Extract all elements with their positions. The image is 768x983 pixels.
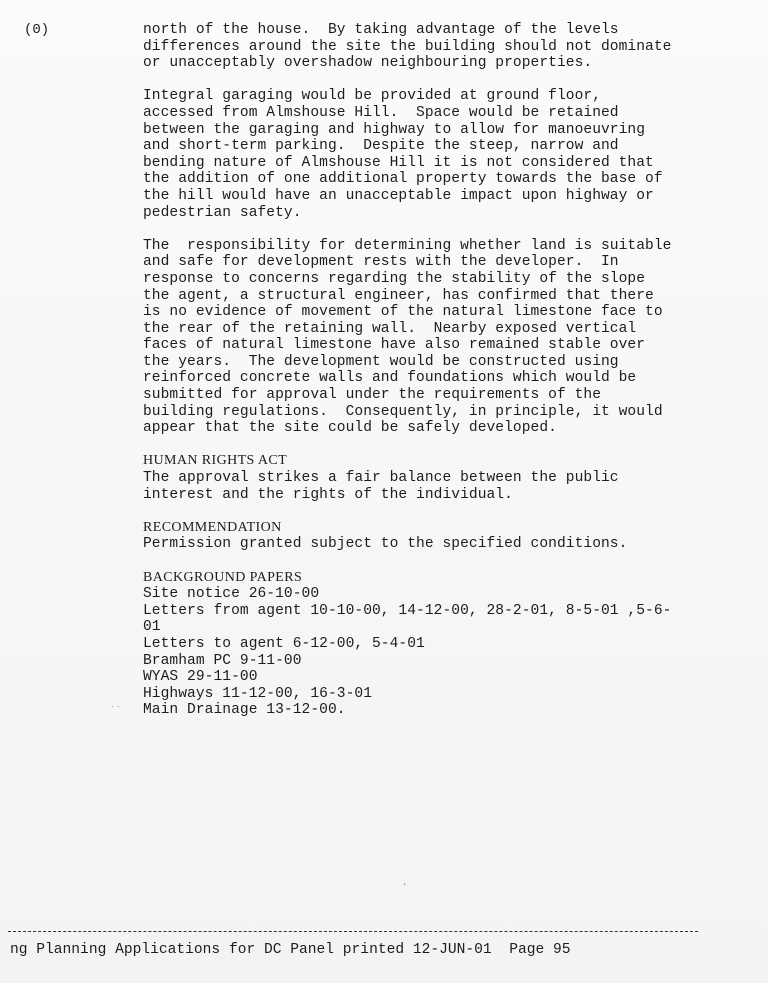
- text-line: Highways 11-12-00, 16-3-01: [143, 685, 372, 702]
- text-line: 01: [143, 619, 161, 636]
- text-line: and safe for development rests with the developer. In: [143, 254, 619, 271]
- text-line: building regulations. Consequently, in principle, it would: [143, 403, 663, 420]
- report-body: [143, 22, 758, 736]
- scan-speck: ·: [402, 880, 408, 890]
- text-line: The responsibility for determining whether land is suitable: [143, 237, 672, 254]
- text-line: The approval strikes a fair balance between the public: [143, 470, 619, 487]
- text-line: or unacceptably overshadow neighbouring properties.: [143, 55, 593, 72]
- text-line: the hill would have an unacceptable impact upon highway or: [143, 187, 654, 204]
- text-line: interest and the rights of the individual.: [143, 486, 513, 503]
- text-line: bending nature of Almshouse Hill it is not considered that: [143, 154, 654, 171]
- text-line: north of the house. By taking advantage of the levels: [143, 22, 619, 38]
- text-line: Site notice 26-10-00: [143, 586, 320, 603]
- text-line: Bramham PC 9-11-00: [143, 652, 302, 669]
- text-line: Letters from agent 10-10-00, 14-12-00, 28-2-01, 8-5-01 ,5-6-: [143, 602, 672, 619]
- text-line: accessed from Almshouse Hill. Space would be retained: [143, 104, 619, 121]
- margin-mark: (0): [24, 22, 50, 38]
- page-footer: ng Planning Applications for DC Panel printed 12-JUN-01 Page 95: [10, 942, 571, 958]
- text-line: the years. The development would be constructed using: [143, 353, 619, 370]
- section-human-rights: [143, 453, 758, 503]
- scan-speck: ˙˙: [110, 706, 121, 716]
- text-line: is no evidence of movement of the natural limestone face to: [143, 304, 663, 321]
- text-line: response to concerns regarding the stability of the slope: [143, 270, 646, 287]
- section-heading: BACKGROUND PAPERS: [143, 569, 303, 585]
- section-background-papers: [143, 570, 758, 719]
- paragraph-land-stability: [143, 238, 758, 437]
- text-line: Integral garaging would be provided at ground floor,: [143, 88, 601, 105]
- paragraph-garaging: [143, 88, 758, 221]
- text-line: pedestrian safety.: [143, 204, 302, 221]
- text-line: between the garaging and highway to allow for manoeuvring: [143, 121, 646, 138]
- text-line: Letters to agent 6-12-00, 5-4-01: [143, 635, 425, 652]
- text-line: and short-term parking. Despite the steep, narrow and: [143, 138, 619, 155]
- text-line: WYAS 29-11-00: [143, 669, 258, 686]
- text-line: faces of natural limestone have also remained stable over: [143, 337, 646, 354]
- paragraph-site-levels: [143, 22, 758, 72]
- text-line: the agent, a structural engineer, has confirmed that there: [143, 287, 654, 304]
- section-heading: RECOMMENDATION: [143, 519, 282, 535]
- footer-divider: [8, 931, 698, 932]
- text-line: the rear of the retaining wall. Nearby exposed vertical: [143, 320, 637, 337]
- text-line: submitted for approval under the requirements of the: [143, 387, 601, 404]
- text-line: Permission granted subject to the specified conditions.: [143, 536, 628, 553]
- text-line: differences around the site the building should not dominate: [143, 38, 672, 55]
- text-line: appear that the site could be safely developed.: [143, 420, 557, 437]
- section-heading: HUMAN RIGHTS ACT: [143, 453, 288, 469]
- text-line: the addition of one additional property towards the base of: [143, 171, 663, 188]
- section-recommendation: [143, 520, 758, 553]
- text-line: Main Drainage 13-12-00.: [143, 702, 346, 719]
- text-line: reinforced concrete walls and foundations which would be: [143, 370, 637, 387]
